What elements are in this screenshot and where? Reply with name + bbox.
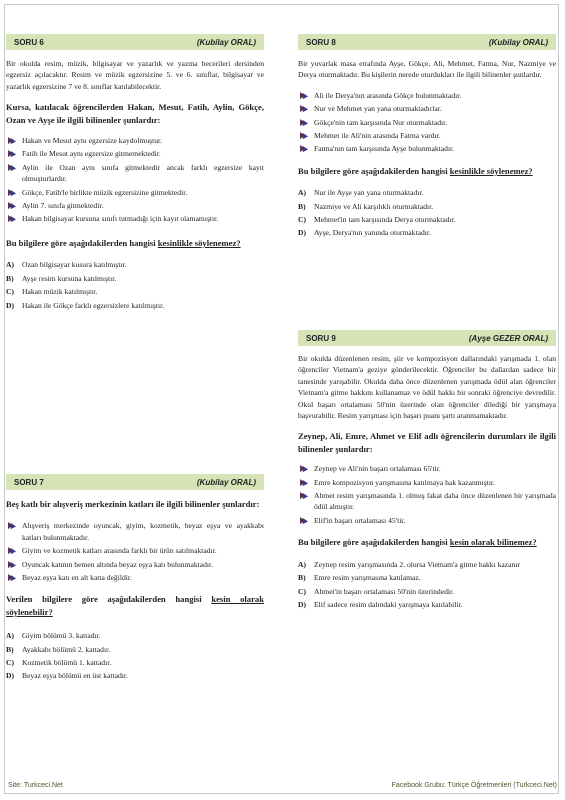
q6-question: Bu bilgilere göre aşağıdakilerden hangisi kesinlikle söylenemez?	[6, 237, 241, 248]
list-item: Alışveriş merkezinde oyuncak, giyim, kozmetik, beyaz eşya ve ayakkabı katları bulunmaktadır.	[6, 520, 264, 543]
q7-header	[6, 474, 264, 490]
option-d[interactable]: D) Ayşe, Derya'nın yanında oturmaktadır.	[298, 228, 431, 238]
option-b[interactable]: B) Nazmiye ve Ali karşılıklı oturmaktadır.	[298, 201, 434, 211]
bullet-icon	[300, 517, 309, 525]
q9-body	[298, 353, 556, 612]
option-c[interactable]: C) Mehmet'in tam karşısında Derya oturmaktadır.	[298, 215, 456, 225]
bullet-icon	[8, 164, 17, 172]
list-item: Aylin ile Ozan aynı sınıfa gitmektedir ancak farklı egzersize kayıt olmuşturlardır.	[6, 162, 264, 185]
option-a[interactable]: A) Ozan bilgisayar kusura katılmıştır.	[6, 260, 127, 270]
option-b[interactable]: B) Ayşe resim kursuna katılmıştır.	[6, 273, 117, 283]
bullet-icon	[8, 561, 17, 569]
list-item: Hakan bilgisayar kursuna sınıfı tutmadığı için kayıt olamamıştır.	[6, 213, 264, 224]
q7-stem: Beş katlı bir alışveriş merkezinin katları ile ilgili bilinenler şunlardır:	[6, 499, 260, 509]
q8-author: (Kubilay ORAL)	[488, 37, 548, 47]
list-item: Zeynep ve Ali'nin başarı ortalaması 65'tir.	[298, 463, 556, 474]
bullet-icon	[8, 215, 17, 223]
bullet-icon	[8, 547, 17, 555]
list-item: Gökçe, Fatih'le birlikte müzik egzersizine gitmektedir.	[6, 187, 264, 198]
list-item: Hakan ve Mesut aynı egzersize kaydolmuştur.	[6, 135, 264, 146]
q7-author: (Kubilay ORAL)	[196, 477, 256, 487]
list-item: Aylin 7. sınıfa gitmektedir.	[6, 200, 264, 211]
list-item: Beyaz eşya katı en alt katta değildir.	[6, 572, 264, 583]
bullet-icon	[300, 479, 309, 487]
q8-options	[298, 187, 556, 239]
bullet-icon	[300, 132, 309, 140]
option-d[interactable]: D) Beyaz eşya bölümü en üst kattadır.	[6, 671, 128, 681]
list-item: Giyim ve kozmetik katları arasında farklı bir ürün satılmaktadır.	[6, 545, 264, 556]
option-d[interactable]: D) Elif sadece resim dalındaki yarışmaya katılabilir.	[298, 599, 463, 609]
q8-title: SORU 8	[306, 37, 336, 47]
q9-intro: Bir okulda düzenlenen resim, şiir ve kompozisyon dallarındaki yarışmada 1. olan öğrenciler Vietnam'a geziye gönderilecektir. Öğrenciler bu dallardan sadece bir tanesinde yarışabilir. Okulda daha önce düzenlenen yarışmada ödül alan öğrenciler Vietnam'a gitme hakkını kullanamaz ve ödül hakkı bir sonraki öğrenciye devredilir. Okul başarı ortalaması 50'nin üzerinde olan öğrenciler dilediği bir yarışmaya başvurabilir. Resim yarışması için başarı puanı şartı aranmamaktadır.	[298, 354, 556, 421]
bullet-icon	[8, 137, 17, 145]
footer-facebook-link[interactable]: Facebook Grubu: Türkçe Öğretmenleri (Turkceci.Net)	[391, 782, 557, 789]
q9-stem: Zeynep, Ali, Emre, Ahmet ve Elif adlı öğrencilerin durumları ile ilgili bilinenler şunlardır:	[298, 431, 556, 454]
list-item: Emre kompozisyon yarışmasına katılmaya hak kazanmıştır.	[298, 477, 556, 488]
option-d[interactable]: D) Hakan ile Gökçe farklı egzersizlere katılmıştır.	[6, 300, 165, 310]
q9-bullet-list	[298, 463, 556, 526]
q6-stem: Kursa, katılacak öğrencilerden Hakan, Mesut, Fatih, Aylin, Gökçe, Ozan ve Ayşe ile ilgili bilinenler şunlardır:	[6, 102, 264, 125]
bullet-icon	[8, 202, 17, 210]
q7-body	[6, 498, 264, 684]
option-a[interactable]: A) Giyim bölümü 3. kattadır.	[6, 631, 101, 641]
q6-title: SORU 6	[14, 37, 44, 47]
q8-header	[298, 34, 556, 50]
bullet-icon	[300, 105, 309, 113]
bullet-icon	[300, 92, 309, 100]
list-item: Gökçe'nin tam karşısında Nur oturmaktadır.	[298, 117, 556, 128]
bullet-icon	[8, 574, 17, 582]
q7-options	[6, 630, 264, 682]
list-item: Nur ve Mehmet yan yana oturmaktadırlar.	[298, 103, 556, 114]
option-a[interactable]: A) Zeynep resim yarışmasında 2. olursa Vietnam'a gitme hakkı kazanır	[298, 559, 520, 569]
q6-bullet-list	[6, 135, 264, 225]
q8-body	[298, 58, 556, 241]
q6-options	[6, 259, 264, 311]
q9-author: (Ayşe GEZER ORAL)	[468, 333, 548, 343]
bullet-icon	[300, 119, 309, 127]
q8-question: Bu bilgilere göre aşağıdakilerden hangisi kesinlikle söylenemez?	[298, 165, 533, 176]
option-b[interactable]: B) Ayakkabı bölümü 2. kattadır.	[6, 644, 111, 654]
q6-intro: Bir okulda resim, müzik, bilgisayar ve yazarlık ve yazma becerileri dersinden egzersiz açılacaktır. Resim ve müzik egzersizine 5. ve 6. sınıflar, bilgisayar ve yazarlık egzersizine 7 ve 8. sınıflar katılabilecektir.	[6, 59, 264, 91]
q6-header	[6, 34, 264, 50]
q7-title: SORU 7	[14, 477, 44, 487]
list-item: Elif'in başarı ortalaması 45'tir.	[298, 515, 556, 526]
option-c[interactable]: C) Kozmetik bölümü 1. kattadır.	[6, 658, 112, 668]
option-c[interactable]: C) Hakan müzik katılmıştır.	[6, 287, 98, 297]
bullet-icon	[8, 522, 17, 530]
option-c[interactable]: C) Ahmet'in başarı ortalaması 50'nin üzerindedir.	[298, 586, 455, 596]
q9-question: Bu bilgilere göre aşağıdakilerden hangisi kesin olarak bilinemez?	[298, 537, 537, 548]
q8-bullet-list	[298, 90, 556, 155]
list-item: Oyuncak katının hemen altında beyaz eşya katı bulunmaktadır.	[6, 559, 264, 570]
list-item: Fatih ile Mesut aynı egzersize gitmemektedir.	[6, 148, 264, 159]
q6-author: (Kubilay ORAL)	[196, 37, 256, 47]
option-a[interactable]: A) Nur ile Ayşe yan yana oturmaktadır.	[298, 188, 424, 198]
q7-question: Verilen bilgilere göre aşağıdakilerden hangisi kesin olarak söylenebilir?	[6, 594, 264, 617]
bullet-icon	[300, 492, 309, 500]
list-item: Mehmet ile Ali'nin arasında Fatma vardır.	[298, 130, 556, 141]
list-item: Ali ile Derya'nın arasında Gökçe bulunmaktadır.	[298, 90, 556, 101]
list-item: Ahmet resim yarışmasında 1. olmuş fakat daha önce düzenlenen bir yarışmada ödül almıştır.	[298, 490, 556, 513]
bullet-icon	[8, 189, 17, 197]
option-b[interactable]: B) Emre resim yarışmasına katılamaz.	[298, 573, 421, 583]
q9-header	[298, 330, 556, 346]
q9-title: SORU 9	[306, 333, 336, 343]
q8-intro: Bir yuvarlak masa etrafında Ayşe, Gökçe, Ali, Mehmet, Fatma, Nur, Nazmiye ve Derya oturmaktadır. Bu kişilerin nerede oturdukları ile ilgili bilinenler şunlardır.	[298, 59, 556, 80]
list-item: Fatma'nın tam karşısında Ayşe bulunmaktadır.	[298, 143, 556, 154]
q7-bullet-list	[6, 520, 264, 583]
bullet-icon	[300, 465, 309, 473]
q6-body	[6, 58, 264, 313]
bullet-icon	[300, 145, 309, 153]
footer-site-link[interactable]: Site: Turkceci.Net	[8, 782, 63, 789]
bullet-icon	[8, 150, 17, 158]
q9-options	[298, 559, 556, 611]
